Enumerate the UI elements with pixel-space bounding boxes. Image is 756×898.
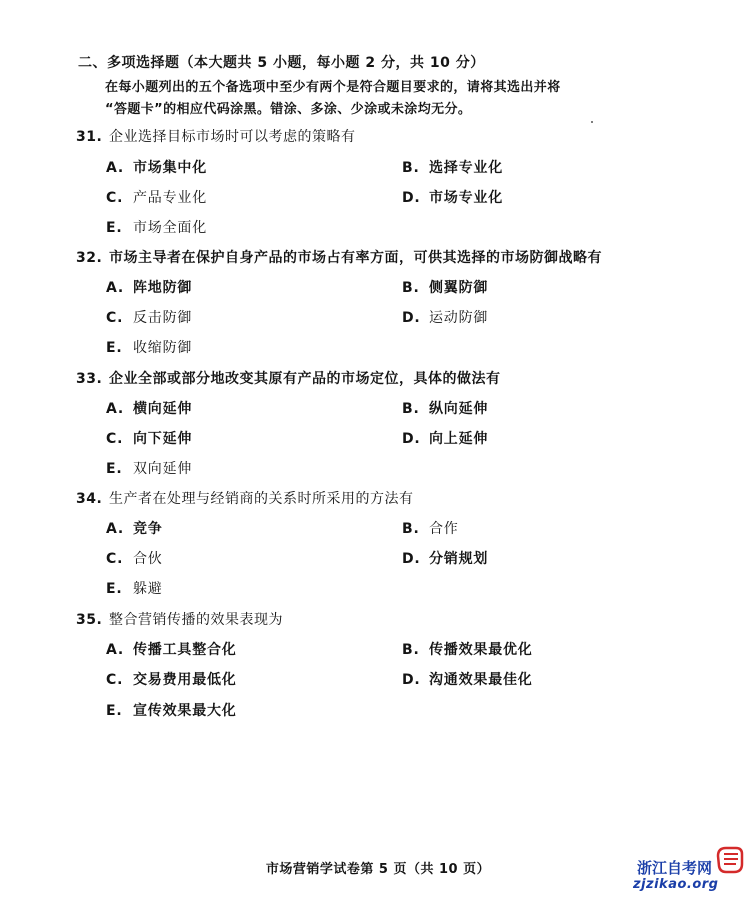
question-number: 35.: [76, 612, 103, 628]
option-text: 分销规划: [429, 551, 489, 567]
option-letter: C.: [106, 551, 124, 567]
option-text: 横向延伸: [133, 401, 193, 417]
option-34-d: [402, 548, 488, 568]
option-32-c: [106, 307, 192, 327]
option-31-b: [402, 157, 503, 177]
option-letter: C.: [106, 310, 124, 326]
option-letter: B.: [402, 642, 420, 658]
option-letter: B.: [402, 160, 420, 176]
section-title: 二、多项选择题（本大题共 5 小题，每小题 2 分，共 10 分）: [78, 55, 485, 71]
question-stem: 生产者在处理与经销商的关系时所采用的方法有: [109, 491, 414, 507]
option-31-e: [106, 217, 207, 237]
option-31-d: [402, 187, 503, 207]
section-instruction-line-2: “答题卡”的相应代码涂黑。错涂、多涂、少涂或未涂均无分。: [105, 102, 472, 117]
option-text: 传播工具整合化: [133, 642, 237, 658]
section-instruction-line-1: 在每小题列出的五个备选项中至少有两个是符合题目要求的，请将其选出并将: [105, 80, 561, 95]
option-text: 传播效果最优化: [429, 642, 533, 658]
option-letter: A.: [106, 401, 125, 417]
option-letter: E.: [106, 220, 123, 236]
option-text: 市场全面化: [133, 220, 207, 236]
option-letter: A.: [106, 642, 125, 658]
option-text: 阵地防御: [133, 280, 193, 296]
option-letter: D.: [402, 431, 421, 447]
option-35-d: [402, 669, 533, 689]
option-text: 侧翼防御: [429, 280, 489, 296]
option-letter: B.: [402, 280, 420, 296]
option-letter: A.: [106, 160, 125, 176]
option-text: 市场集中化: [133, 160, 207, 176]
question-33: [76, 368, 501, 388]
option-32-b: [402, 277, 488, 297]
watermark-site-url: zjzikao.org: [633, 877, 719, 892]
question-stem: 市场主导者在保护自身产品的市场占有率方面，可供其选择的市场防御战略有: [109, 250, 602, 266]
option-35-a: [106, 639, 237, 659]
option-text: 双向延伸: [133, 461, 193, 477]
question-number: 31.: [76, 129, 103, 145]
option-33-e: [106, 458, 192, 478]
option-text: 运动防御: [429, 310, 489, 326]
question-number: 34.: [76, 491, 103, 507]
option-letter: B.: [402, 521, 420, 537]
fist-logo-icon: [712, 842, 748, 878]
option-35-b: [402, 639, 533, 659]
question-number: 32.: [76, 250, 103, 266]
option-text: 向下延伸: [133, 431, 193, 447]
option-text: 产品专业化: [133, 190, 207, 206]
option-letter: A.: [106, 521, 125, 537]
option-32-d: [402, 307, 488, 327]
question-34: [76, 488, 414, 508]
option-35-e: [106, 700, 237, 720]
option-letter: D.: [402, 310, 421, 326]
option-32-e: [106, 337, 192, 357]
option-letter: A.: [106, 280, 125, 296]
option-35-c: [106, 669, 237, 689]
option-letter: B.: [402, 401, 420, 417]
question-stem: 整合营销传播的效果表现为: [109, 612, 283, 628]
option-text: 反击防御: [133, 310, 193, 326]
question-number: 33.: [76, 371, 103, 387]
option-letter: C.: [106, 431, 124, 447]
option-34-a: [106, 518, 163, 538]
option-32-a: [106, 277, 192, 297]
option-34-c: [106, 548, 163, 568]
option-text: 沟通效果最佳化: [429, 672, 533, 688]
option-text: 市场专业化: [429, 190, 503, 206]
option-letter: C.: [106, 672, 124, 688]
option-letter: E.: [106, 703, 123, 719]
option-text: 竞争: [133, 521, 163, 537]
option-text: 交易费用最低化: [133, 672, 237, 688]
option-33-b: [402, 398, 488, 418]
option-text: 向上延伸: [429, 431, 489, 447]
option-31-c: [106, 187, 207, 207]
question-35: [76, 609, 283, 629]
page-footer: 市场营销学试卷第 5 页（共 10 页）: [265, 862, 491, 877]
question-stem: 企业全部或部分地改变其原有产品的市场定位，具体的做法有: [109, 371, 501, 387]
option-letter: D.: [402, 190, 421, 206]
option-text: 纵向延伸: [429, 401, 489, 417]
option-text: 宣传效果最大化: [133, 703, 237, 719]
question-stem: 企业选择目标市场时可以考虑的策略有: [109, 129, 356, 145]
option-text: 躲避: [133, 581, 163, 597]
question-31: [76, 126, 356, 146]
option-letter: E.: [106, 340, 123, 356]
option-31-a: [106, 157, 207, 177]
option-text: 选择专业化: [429, 160, 503, 176]
option-letter: D.: [402, 551, 421, 567]
option-33-d: [402, 428, 488, 448]
option-33-c: [106, 428, 192, 448]
option-34-e: [106, 578, 163, 598]
option-text: 合伙: [133, 551, 163, 567]
scan-speck: [591, 121, 593, 123]
question-32: [76, 247, 602, 267]
option-34-b: [402, 518, 459, 538]
option-33-a: [106, 398, 192, 418]
option-text: 合作: [429, 521, 459, 537]
option-letter: E.: [106, 581, 123, 597]
watermark-site-name: 浙江自考网: [637, 859, 713, 877]
option-text: 收缩防御: [133, 340, 193, 356]
option-letter: D.: [402, 672, 421, 688]
option-letter: C.: [106, 190, 124, 206]
option-letter: E.: [106, 461, 123, 477]
